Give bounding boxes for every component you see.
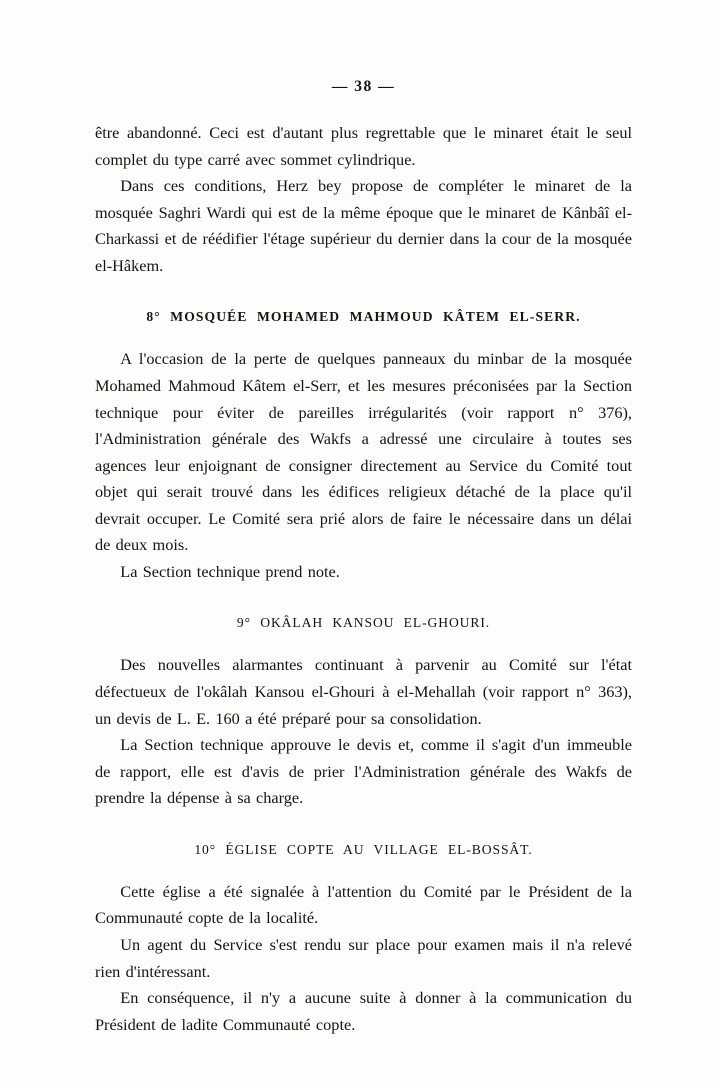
section-heading-8-mosquee-mohamed-mahmoud: 8° MOSQUÉE MOHAMED MAHMOUD KÂTEM EL-SERR. — [146, 309, 581, 325]
paragraph-consequence: En conséquence, il n'y a aucune suite à donner à la communication du Président de ladite Communauté copte. — [95, 988, 632, 1034]
paragraph-eglise-signalee: Cette église a été signalée à l'attention du Comité par le Président de la Communauté copte de la localité. — [95, 881, 632, 928]
page-number: — 38 — — [331, 78, 396, 95]
paragraph-section-technique-note: La Section technique prend note. — [120, 561, 340, 581]
paragraph-section-technique-approbation: La Section technique approuve le devis et, comme il s'agit d'un immeuble de rapport, elle est d'avis de prier l'Administration générale des Wakfs de prendre la dépense à sa charge. — [95, 735, 632, 808]
paragraph-minbar-panneaux: A l'occasion de la perte de quelques panneaux du minbar de la mosquée Mohamed Mahmoud Kâtem el-Serr, et les mesures préconisées par la Section technique pour éviter de pareilles irrégularités (voir rapport n° 376), l'Administration générale des Wakfs a adressé une circulaire à toutes ses agences leur enjoignant de consigner directement au Service du Comité tout objet qui serait trouvé dans les édifices religieux détaché de la place qu'il devrait occuper. Le Comité sera prié alors de faire le nécessaire dans un délai de deux mois. — [95, 349, 632, 555]
paragraph-nouvelles-alarmantes: Des nouvelles alarmantes continuant à parvenir au Comité sur l'état défectueux de l'okâlah Kansou el-Ghouri à el-Mehallah (voir rapport n° 363), un devis de L. E. 160 a été préparé pour sa consolidation. — [95, 655, 632, 728]
paragraph-agent-examen: Un agent du Service s'est rendu sur place pour examen mais il n'a relevé rien d'intéressant. — [95, 934, 632, 981]
paragraph-minaret-continuation: être abandonné. Ceci est d'autant plus regrettable que le minaret était le seul complet du type carré avec sommet cylindrique. — [95, 123, 632, 169]
paragraph-herz-bey-proposal: Dans ces conditions, Herz bey propose de compléter le minaret de la mosquée Saghri Wardi qui est de la même époque que le minaret de Kânbâî el-Charkassi et de réédifier l'étage supérieur du dernier dans la cour de la mosquée el-Hâkem. — [95, 176, 632, 275]
section-heading-10-eglise-copte: 10° ÉGLISE COPTE AU VILLAGE EL-BOSSÂT. — [194, 841, 533, 857]
section-heading-9-okalah-kansou: 9° OKÂLAH KANSOU EL-GHOURI. — [236, 615, 491, 631]
